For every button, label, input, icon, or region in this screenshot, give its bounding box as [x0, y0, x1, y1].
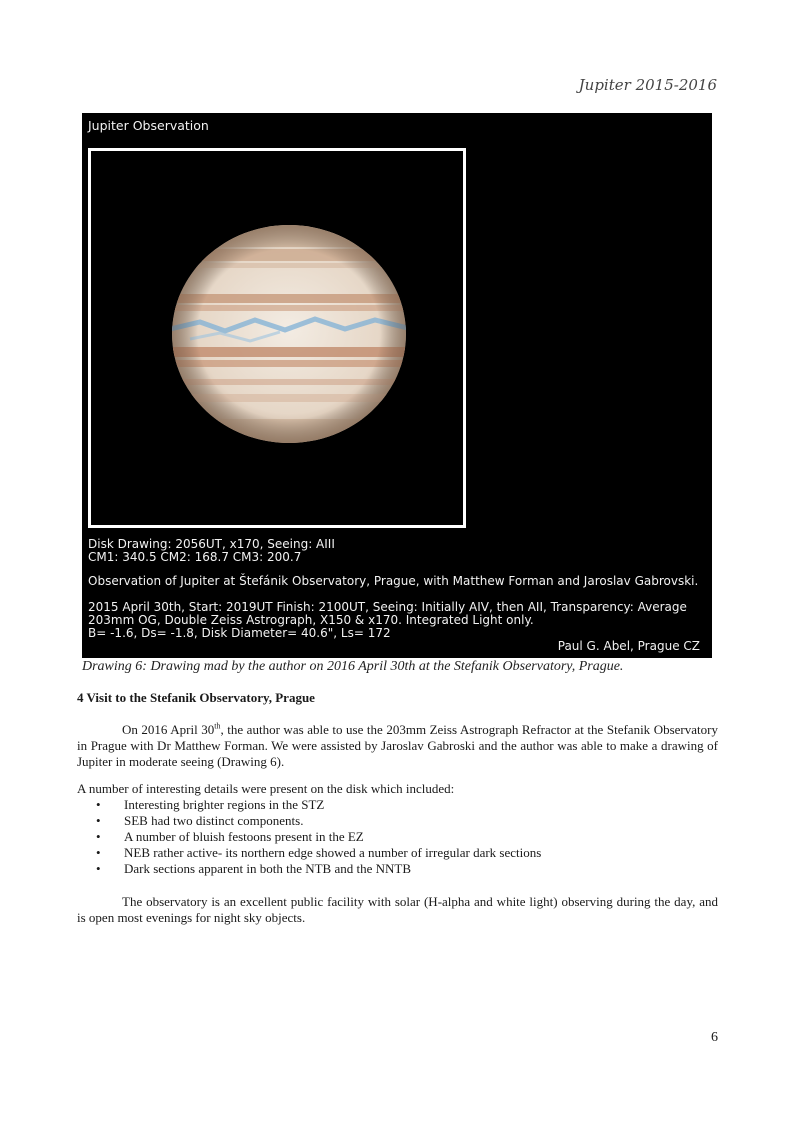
- paragraph-1-rest: , the author was able to use the 203mm Zeiss Astrograph Refractor at the Stefanik Observatory in Prague with Dr Matthew Forman. We were assisted by Jaroslav Gabroski and the author was able to make a drawing of Jupiter in moderate seeing (Drawing 6).: [77, 722, 718, 769]
- list-item-text: SEB had two distinct components.: [124, 813, 304, 828]
- list-item: [96, 845, 541, 861]
- bullet-icon: •: [96, 797, 101, 812]
- list-item-text: Interesting brighter regions in the STZ: [124, 797, 325, 812]
- figure-caption: Drawing 6: Drawing mad by the author on 2016 April 30th at the Stefanik Observatory, Prague.: [82, 659, 624, 674]
- paragraph-3: The observatory is an excellent public facility with solar (H-alpha and white light) observing during the day, and is open most evenings for night sky objects.: [77, 894, 718, 925]
- details-line1: 2015 April 30th, Start: 2019UT Finish: 2100UT, Seeing: Initially AIV, then AII, Transparency: Average: [88, 600, 687, 614]
- list-item: [96, 829, 541, 845]
- details-line2: 203mm OG, Double Zeiss Astrograph, X150 & x170. Integrated Light only.: [88, 613, 534, 627]
- bullet-icon: •: [96, 829, 101, 844]
- list-item: [96, 813, 541, 829]
- bullet-icon: •: [96, 861, 101, 876]
- details-line3: B= -1.6, Ds= -1.8, Disk Diameter= 40.6", Ls= 172: [88, 626, 391, 640]
- paragraph-1-sup: th: [214, 721, 221, 731]
- jupiter-drawing: [170, 219, 408, 449]
- page-number: 6: [711, 1030, 718, 1045]
- signature: Paul G. Abel, Prague CZ: [557, 639, 700, 653]
- bullet-icon: •: [96, 845, 101, 860]
- disk-info-line1: Disk Drawing: 2056UT, x170, Seeing: AIII: [88, 537, 335, 551]
- list-item-text: NEB rather active- its northern edge showed a number of irregular dark sections: [124, 845, 542, 860]
- list-item-text: A number of bluish festoons present in the EZ: [124, 829, 364, 844]
- paragraph-2: A number of interesting details were present on the disk which included:: [77, 781, 455, 796]
- list-item: [96, 797, 541, 813]
- running-header: Jupiter 2015-2016: [578, 76, 717, 94]
- figure-title: Jupiter Observation: [88, 118, 209, 133]
- observation-line: Observation of Jupiter at Štefánik Observatory, Prague, with Matthew Forman and Jaroslav Gabrovski.: [88, 574, 699, 588]
- observation-figure: [82, 113, 712, 658]
- paragraph-1: [77, 722, 718, 770]
- bullet-icon: •: [96, 813, 101, 828]
- disk-info-line2: CM1: 340.5 CM2: 168.7 CM3: 200.7: [88, 550, 302, 564]
- list-item-text: Dark sections apparent in both the NTB and the NNTB: [124, 861, 412, 876]
- details-list: [96, 797, 541, 877]
- paragraph-1-start: On 2016 April 30: [122, 722, 215, 737]
- list-item: [96, 861, 541, 877]
- section-heading: 4 Visit to the Stefanik Observatory, Prague: [77, 690, 315, 705]
